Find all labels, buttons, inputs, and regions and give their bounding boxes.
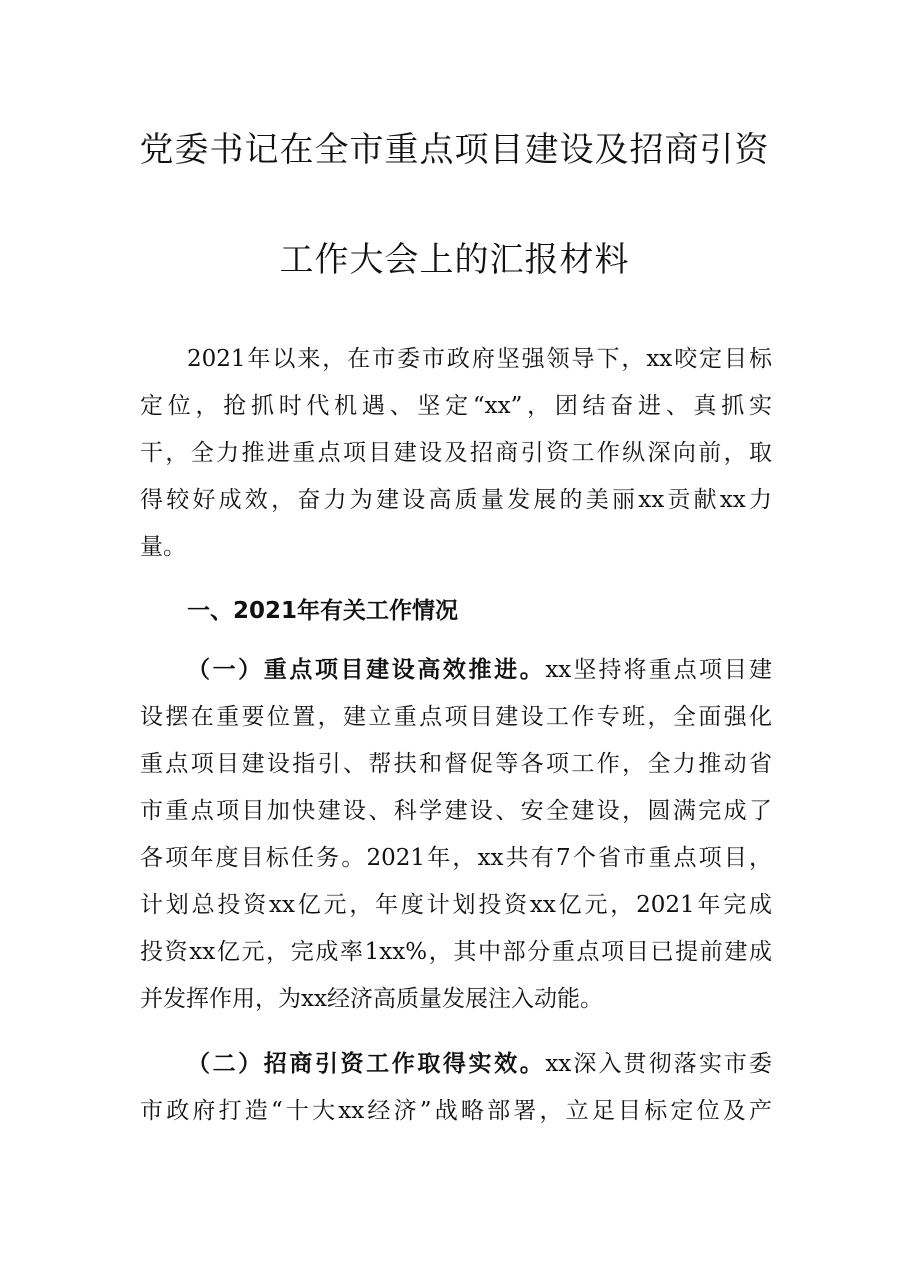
intro-line-1: 2021年以来，在市委市政府坚强领导下，xx咬定目标: [187, 346, 772, 372]
item1-line-3: 重点项目建设指引、帮扶和督促等各项工作，全力推动省: [140, 751, 772, 777]
item2-line-2: 市政府打造“十大xx经济”战略部署，立足目标定位及产: [140, 1098, 772, 1124]
item1-line-7: 投资xx亿元，完成率1xx%，其中部分重点项目已提前建成: [140, 939, 772, 965]
item2-bold-lead: （二）招商引资工作取得实效。: [187, 1051, 546, 1077]
item2-line-1: [187, 1041, 772, 1088]
item1-line-8: 并发挥作用，为xx经济高质量发展注入动能。: [140, 986, 603, 1012]
section-heading-1: 一、2021年有关工作情况: [187, 598, 459, 624]
item1-line-4: 市重点项目加快建设、科学建设、安全建设，圆满完成了: [140, 798, 772, 824]
item1-first-rest: xx坚持将重点项目建: [545, 657, 772, 683]
item1-line-2: 设摆在重要位置，建立重点项目建设工作专班，全面强化: [140, 704, 772, 730]
item1-line-5: 各项年度目标任务。2021年，xx共有7个省市重点项目，: [140, 845, 772, 871]
intro-line-3: 干，全力推进重点项目建设及招商引资工作纵深向前，取: [140, 440, 772, 466]
document-title-line-2: 工作大会上的汇报材料: [279, 240, 630, 280]
intro-line-2: 定位，抢抓时代机遇、坚定“xx”，团结奋进、真抓实: [140, 393, 772, 419]
item1-line-6: 计划总投资xx亿元，年度计划投资xx亿元，2021年完成: [140, 892, 772, 918]
intro-line-4: 得较好成效，奋力为建设高质量发展的美丽xx贡献xx力: [140, 487, 772, 513]
intro-line-5: 量。: [140, 534, 186, 560]
item1-bold-lead: （一）重点项目建设高效推进。: [187, 657, 546, 683]
item1-line-1: [187, 647, 772, 694]
document-title-line-1: 党委书记在全市重点项目建设及招商引资: [139, 130, 770, 170]
item2-first-rest: xx深入贯彻落实市委: [545, 1051, 772, 1077]
